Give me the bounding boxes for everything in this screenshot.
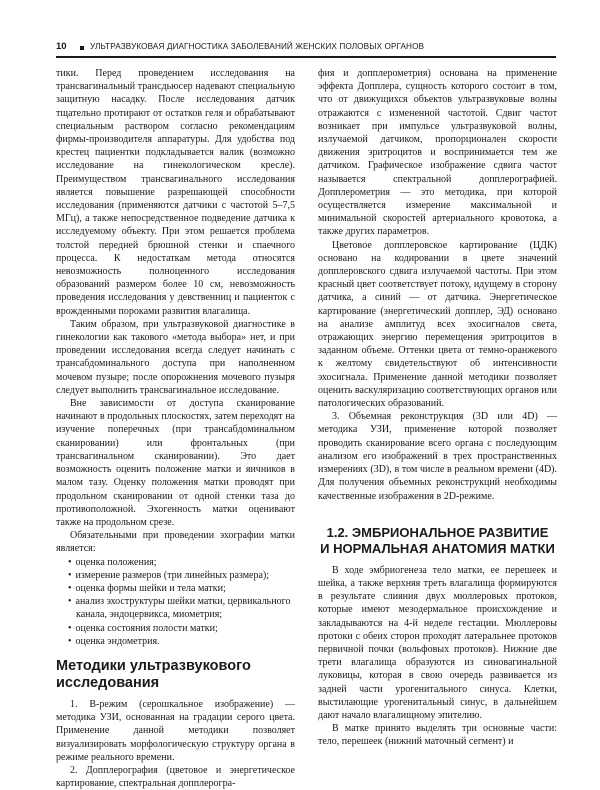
chapter-heading: [318, 525, 557, 558]
list-item: • анализ эхоструктуры шейки матки, цервикального канала, эндоцервикса, миометрия;: [56, 595, 295, 621]
header-rule: [56, 56, 556, 58]
paragraph: 3. Объемная реконструкция (3D или 4D) — методика УЗИ, применение которой позволяет проводить сканирование всего органа с последующим анализом его изображений в трех пространственных измерениях (3D), в том числе в реальном времени (4D). Для получения объемных реконструкций необходимы качественные изображения в 2D-режиме.: [318, 411, 557, 502]
paragraph: 2. Допплерография (цветовое и энергетическое картирование, спектральная допплерогра-: [56, 764, 295, 790]
paragraph: Вне зависимости от доступа сканирование начинают в продольных плоскостях, затем переходят на изучение поперечных (при трансабдоминальном сканировании) или фронтальных (при трансвагинальном сканировании). Это дает возможность оценить положение матки и яичников в малом тазу. Оценку положения матки проводят при продольном сканировании от одной стенки таза до противоположной. Эхогенность матки оценивают также на продольном срезе.: [56, 398, 295, 528]
left-column: [56, 67, 295, 790]
chapter-heading-line-2: И НОРМАЛЬНАЯ АНАТОМИЯ МАТКИ: [320, 541, 555, 557]
section-heading: Методики ультразвукового исследования: [56, 657, 251, 691]
page-header: [56, 40, 556, 56]
paragraph: Цветовое допплеровское картирование (ЦДК) основано на кодировании в цвете значений допплеровского сдвига излучаемой частоты. При этом красный цвет соответствует потоку, идущему в сторону датчика, а синий — от датчика. Энергетическое картирование (энергетический допплер, ЭД) основано на анализе амплитуд всех эхосигналов света, отражающих энергию перемещения эритроцитов в заданном объеме. Оттенки цвета от темно-оранжевого к желтому свидетельствуют об интенсивности эхосигнала. Применение данной методики позволяет оценить васкуляризацию соответствующих органов или патологических образований.: [318, 239, 557, 410]
paragraph: тики. Перед проведением исследования на трансвагинальный трансдьюсер надевают специальную защитную насадку. После исследования датчик тщательно протирают от остатков геля и обрабатывают специальным раствором согласно рекомендациям фирмы-производителя аппаратуры. Для удобства под крестец пациентки подкладывается валик (возможно исследование на гинекологическом кресле). Преимуществом трансвагинального исследования является повышение разрешающей способности исследования (применяются датчики с частотой 5–7,5 МГц), а также непосредственное подведение датчика к исследуемому объекту. При этом решается проблема толстой передней брюшной стенки и спаечного процесса. К недостаткам метода относятся невозможность полноценного исследования образований размером более 10 см, невозможность проведения исследования у девственниц и пациенток с врожденными пороками развития влагалища.: [56, 68, 295, 317]
paragraph: 1. В-режим (серошкальное изображение) — методика УЗИ, основанная на градации серого цвета. Применение данной методики позволяет визуализировать морфологическую структуру органа в режиме реального времени.: [56, 698, 295, 763]
list-item: • оценка положения;: [56, 556, 295, 569]
paragraph: Таким образом, при ультразвуковой диагностике в гинекологии как такового «метода выбора» нет, и при проведении исследования всегда следует начинать с трансабдоминального доступа при наполненном мочевом пузыре; после опорожнения мочевого пузыря следует выполнить трансвагинальное исследование.: [56, 318, 295, 396]
header-bullet-icon: [80, 46, 84, 50]
list-item: • оценка эндометрия.: [56, 635, 295, 648]
paragraph: Обязательными при проведении эхографии матки является:: [56, 530, 295, 555]
list-item: • оценка состояния полости матки;: [56, 622, 295, 635]
page-number: 10: [56, 41, 67, 52]
paragraph: фия и допплерометрия) основана на применение эффекта Допплера, сущность которого состоит в том, что от движущихся объектов ультразвуковые волны отражаются с измененной частотой. Сдвиг частот возникает при импульсе ультразвуковой волны, излучаемой датчиком, пропорционален скорости движения эритроцитов и воспринимается тем же датчиком. Графическое изображение сдвига частот называется спектральной допплерографией. Допплерометрия — это методика, при которой осуществляется измерение максимальной и минимальной скоростей артериального кровотока, а также других параметров.: [318, 68, 557, 238]
list-item: • оценка формы шейки и тела матки;: [56, 582, 295, 595]
bullet-list: [56, 556, 295, 648]
chapter-heading-line-1: 1.2. ЭМБРИОНАЛЬНОЕ РАЗВИТИЕ: [326, 524, 549, 540]
running-title: УЛЬТРАЗВУКОВАЯ ДИАГНОСТИКА ЗАБОЛЕВАНИЙ ЖЕНСКИХ ПОЛОВЫХ ОРГАНОВ: [90, 42, 425, 51]
right-column: [318, 67, 557, 749]
paragraph: В матке принято выделять три основные части: тело, перешеек (нижний маточный сегмент) и: [318, 723, 557, 748]
list-item: • измерение размеров (три линейных размера);: [56, 569, 295, 582]
paragraph: В ходе эмбриогенеза тело матки, ее перешеек и шейка, а также верхняя треть влагалища формируются в результате слияния двух мюллеровых протоков, которые имеют мезодермальное происхождение и закладываются на 4-й неделе гестации. Мюллеровы протоки с обеих сторон проходят латеральнее протоков первичной почки (вольфовых протоков). Нижние две трети влагалища образуются из синовагинальной луковицы, которая в свою очередь развивается из задней части урогенитального синуса. Клетки, выстилающие урогенитальный синус, в дальнейшем дают начало влагалищному эпителию.: [318, 564, 557, 721]
